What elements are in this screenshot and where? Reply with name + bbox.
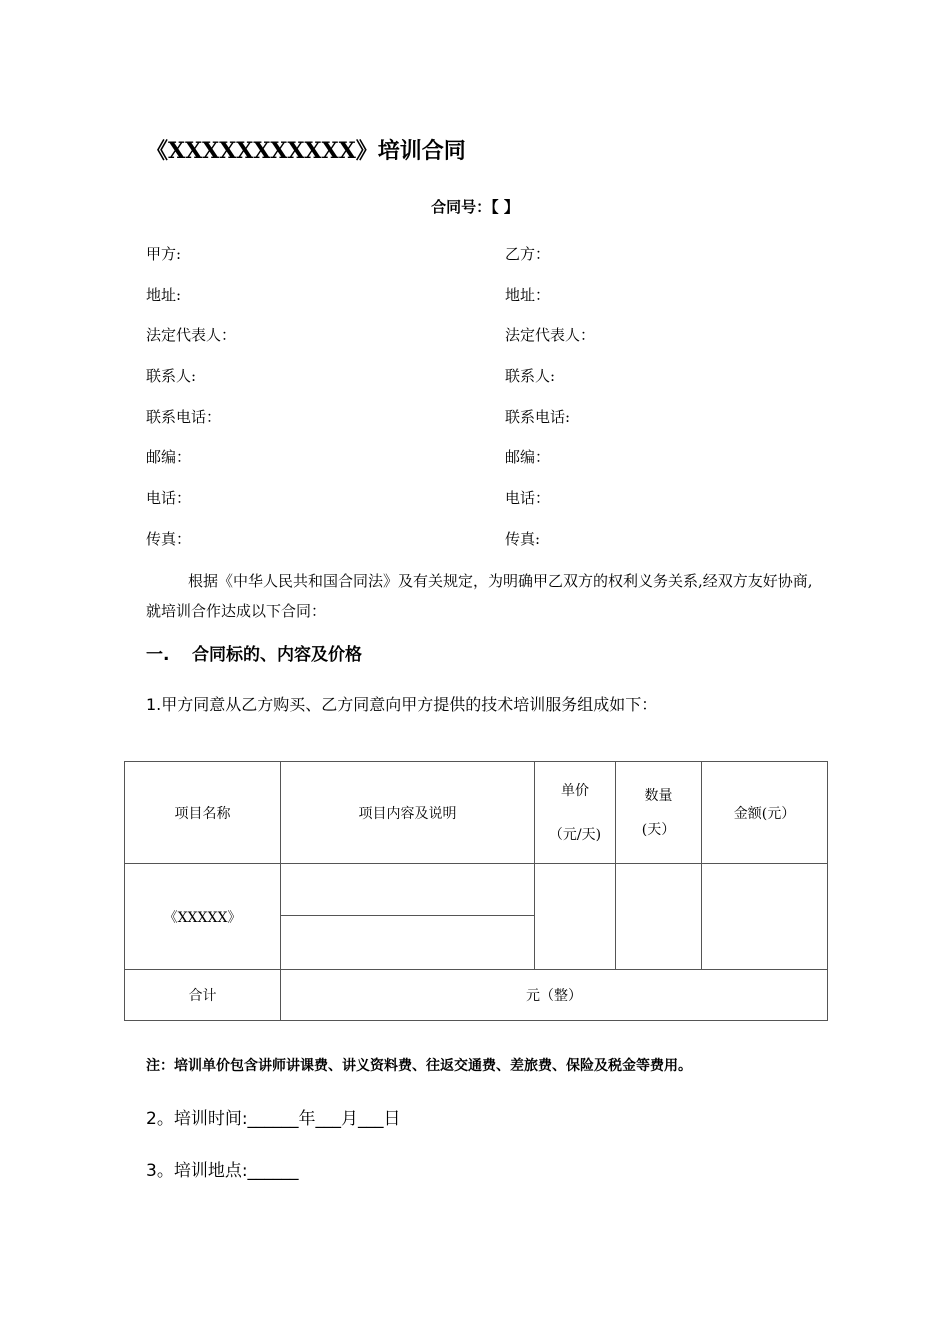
header-amount: 金额(元） xyxy=(702,762,828,864)
party-a-fax: 传真： xyxy=(146,530,192,548)
party-a-contact: 联系人: xyxy=(146,367,197,385)
intro-paragraph: 根据《中华人民共和国合同法》及有关规定，为明确甲乙双方的权利义务关系,经双方友好协商,就培训合作达成以下合同： xyxy=(146,572,813,620)
contract-number: 合同号：【 】 xyxy=(431,198,519,216)
section-1-heading xyxy=(146,640,362,665)
party-b-contact: 联系人: xyxy=(505,367,556,385)
header-quantity-line1: 数量 xyxy=(644,787,673,804)
party-b-name: 乙方： xyxy=(505,245,551,263)
party-b-address: 地址： xyxy=(505,286,551,304)
cell-quantity xyxy=(616,864,702,970)
party-a-name: 甲方: xyxy=(146,245,182,263)
party-a-phone: 电话： xyxy=(146,489,192,507)
party-b-contact-phone: 联系电话: xyxy=(505,408,571,426)
header-project-name: 项目名称 xyxy=(125,762,281,864)
cell-unit-price xyxy=(535,864,616,970)
header-unit-price-line2: （元/天) xyxy=(548,826,602,843)
table-total-row xyxy=(125,970,828,1021)
cell-project-name: 《XXXXX》 xyxy=(125,864,281,970)
header-unit-price-line1: 单价 xyxy=(561,782,589,799)
header-project-content: 项目内容及说明 xyxy=(281,762,535,864)
party-b-legal-rep: 法定代表人： xyxy=(505,326,596,344)
party-b-postcode: 邮编： xyxy=(505,448,551,466)
fee-note: 注：培训单价包含讲师讲课费、讲义资料费、往返交通费、差旅费、保险及税金等费用。 xyxy=(146,1058,692,1074)
cell-project-content-2 xyxy=(281,916,535,970)
cell-amount xyxy=(702,864,828,970)
party-a-legal-rep: 法定代表人： xyxy=(146,326,237,344)
party-b-phone: 电话： xyxy=(505,489,551,507)
document-title: 《XXXXXXXXXXX》培训合同 xyxy=(146,138,466,164)
party-a-postcode: 邮编： xyxy=(146,448,192,466)
party-a-address: 地址: xyxy=(146,286,182,304)
header-quantity-line2: (天） xyxy=(641,821,676,838)
table-header-row xyxy=(125,762,828,864)
section-1-title: 合同标的、内容及价格 xyxy=(192,645,362,665)
clause-3-training-location: 3。培训地点:______ xyxy=(146,1161,299,1181)
cell-total-label: 合计 xyxy=(125,970,281,1021)
party-b-fax: 传真: xyxy=(505,530,541,548)
cell-total-value: 元（整） xyxy=(281,970,828,1021)
clause-2-training-time: 2。培训时间:______年___月___日 xyxy=(146,1109,401,1129)
party-a-contact-phone: 联系电话： xyxy=(146,408,222,426)
fee-table xyxy=(124,761,828,1021)
cell-project-content-1 xyxy=(281,864,535,916)
header-unit-price xyxy=(535,762,616,864)
section-1-number: 一. xyxy=(146,645,170,665)
table-row xyxy=(125,864,828,916)
header-quantity xyxy=(616,762,702,864)
clause-1: 1.甲方同意从乙方购买、乙方同意向甲方提供的技术培训服务组成如下： xyxy=(146,695,658,714)
